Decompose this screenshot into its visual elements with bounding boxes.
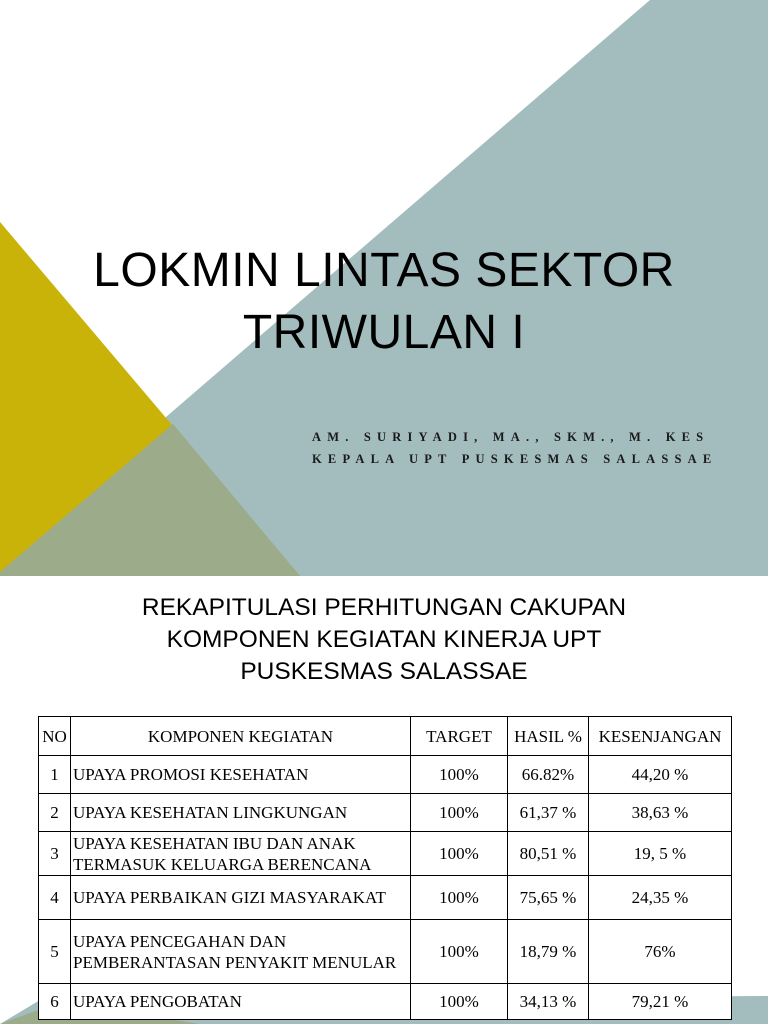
header-target: TARGET (411, 717, 508, 756)
table-header-row (39, 717, 732, 756)
cell-target: 100% (411, 876, 508, 920)
title-line-2: TRIWULAN I (242, 306, 526, 359)
cell-kesenjangan: 44,20 % (589, 756, 732, 794)
cell-no: 6 (39, 984, 71, 1020)
cell-hasil: 61,37 % (508, 794, 589, 832)
title-line-3: PUSKESMAS SALASSAE (240, 658, 528, 685)
coverage-table (38, 716, 732, 1020)
table-row (39, 984, 732, 1020)
cell-komponen: UPAYA PENCEGAHAN DAN PEMBERANTASAN PENYAKIT MENULAR (71, 920, 411, 984)
cell-hasil: 75,65 % (508, 876, 589, 920)
author-name: AM. SURIYADI, MA., SKM., M. KES (312, 430, 710, 444)
cell-kesenjangan: 79,21 % (589, 984, 732, 1020)
cell-kesenjangan: 24,35 % (589, 876, 732, 920)
cell-kesenjangan: 76% (589, 920, 732, 984)
cell-hasil: 80,51 % (508, 832, 589, 876)
header-komponen: KOMPONEN KEGIATAN (71, 717, 411, 756)
cell-target: 100% (411, 920, 508, 984)
cell-kesenjangan: 19, 5 % (589, 832, 732, 876)
cell-komponen: UPAYA PENGOBATAN (71, 984, 411, 1020)
header-no: NO (39, 717, 71, 756)
table-row (39, 920, 732, 984)
cell-komponen: UPAYA PERBAIKAN GIZI MASYARAKAT (71, 876, 411, 920)
slide-title (0, 592, 768, 688)
title-line-1: LOKMIN LINTAS SEKTOR (93, 244, 675, 297)
table-row (39, 794, 732, 832)
author-position: KEPALA UPT PUSKESMAS SALASSAE (312, 452, 718, 466)
header-hasil: HASIL % (508, 717, 589, 756)
cell-target: 100% (411, 984, 508, 1020)
cell-no: 3 (39, 832, 71, 876)
cell-hasil: 34,13 % (508, 984, 589, 1020)
table-row (39, 832, 732, 876)
cell-no: 5 (39, 920, 71, 984)
table-row (39, 876, 732, 920)
cell-target: 100% (411, 756, 508, 794)
cell-kesenjangan: 38,63 % (589, 794, 732, 832)
slide-title (0, 240, 768, 364)
cell-no: 1 (39, 756, 71, 794)
title-line-2: KOMPONEN KEGIATAN KINERJA UPT (166, 626, 602, 653)
cell-no: 2 (39, 794, 71, 832)
table-row (39, 756, 732, 794)
cell-target: 100% (411, 832, 508, 876)
cell-no: 4 (39, 876, 71, 920)
table-slide (0, 576, 768, 1024)
header-kesenjangan: KESENJANGAN (589, 717, 732, 756)
cell-hasil: 18,79 % (508, 920, 589, 984)
cell-hasil: 66.82% (508, 756, 589, 794)
cell-komponen: UPAYA KESEHATAN IBU DAN ANAK TERMASUK KELUARGA BERENCANA (71, 832, 411, 876)
cell-target: 100% (411, 794, 508, 832)
title-line-1: REKAPITULASI PERHITUNGAN CAKUPAN (141, 594, 627, 621)
cell-komponen: UPAYA KESEHATAN LINGKUNGAN (71, 794, 411, 832)
cell-komponen: UPAYA PROMOSI KESEHATAN (71, 756, 411, 794)
